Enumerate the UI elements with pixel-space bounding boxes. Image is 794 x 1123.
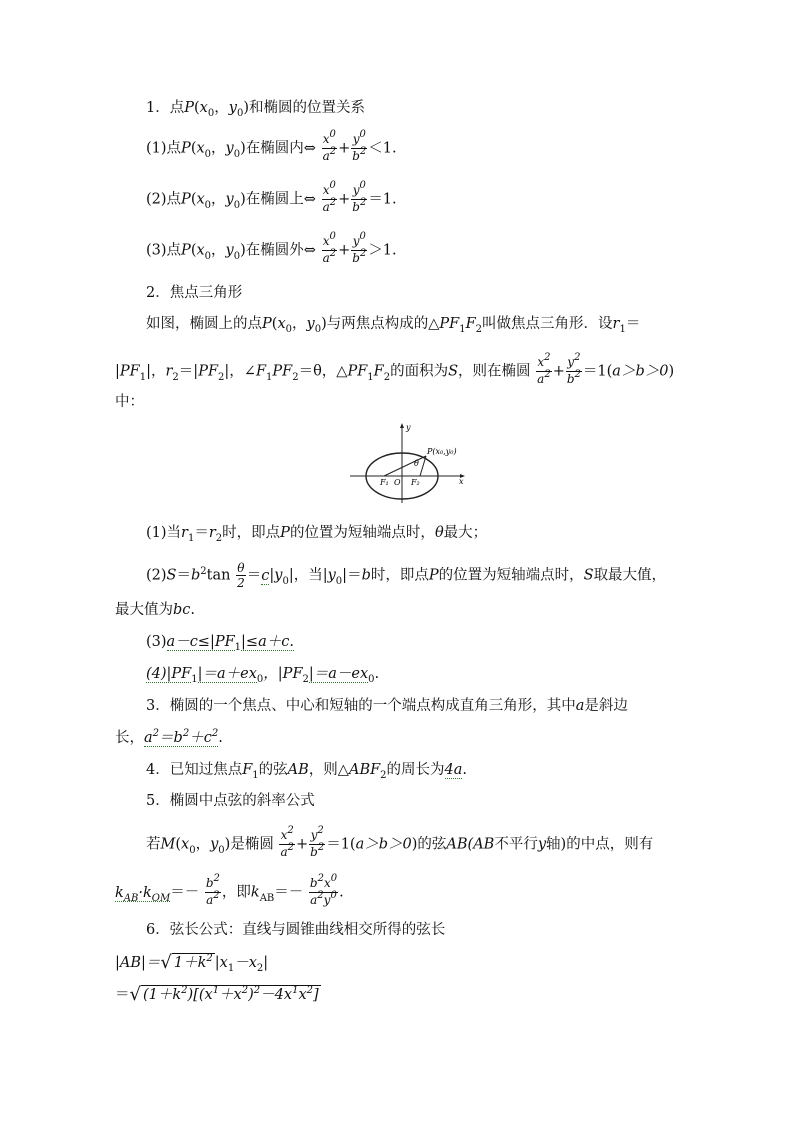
chord-length-1: |AB|＝√ $1+k^2$ $|x_1-x_2|$ [115, 952, 269, 974]
item-5-line: 若$M(x_0$，$y_0$)是椭圆 $\frac{x^2}{a^2}$ + $\frac{y^2}{b^2}$ ＝1(a＞b＞0)的弦AB(AB不平行y轴)的中点，则有 [146, 825, 654, 859]
focal-line-2 [420, 456, 426, 476]
fraction: $\frac{x^2}{a^2}$ [280, 825, 294, 859]
ellipse-diagram [345, 418, 475, 508]
paragraph-focal-triangle: 如图，椭圆上的点$P(x_0$，$y_0$)与两焦点构成的$\triangle PF_1F_2$叫做焦点三角形．设$r_1=$ [146, 316, 641, 335]
y-axis-arrow [400, 423, 404, 428]
f1-label: F₁ [380, 478, 389, 487]
property-1: (1)当$r_1=r_2$时，即点P的位置为短轴端点时，θ最大； [146, 525, 488, 544]
heading-5: 5．椭圆中点弦的斜率公式 [146, 793, 315, 809]
item-4: 4．已知过焦点$F_1$的弦AB，则$\triangle ABF_2$的周长为4a. [146, 762, 468, 781]
chord-length-2: ＝√ $(1+k^2)[(x^1+x^2)^2-4x^1x^2]$ [115, 984, 319, 1005]
paragraph-focal-triangle-2: $|PF_1|$，$r_2=|PF_2|$，$\angle F_1PF_2=\theta$，$\triangle PF_1F_2$的面积为S，则在椭圆 $\frac{x^2}{a^2}$ + $\frac{y^2}{b^2}$ ＝1(a＞b＞0) [115, 352, 675, 386]
item-3-cont: 长，$a^2=b^2+c^2$. [115, 728, 223, 746]
condition-outside: (3)点$P(x_0$，$y_0$)在椭圆外⇔ $\frac{x^0}{a^2}$ + $\frac{y^0}{b^2}$ ＞1. [146, 231, 397, 265]
fraction: $\frac{b^2}{a^2}$ [205, 873, 220, 907]
heading-1: 1．点$P(x_0$，$y_0$)和椭圆的位置关系 [146, 100, 365, 119]
heading-2: 2．焦点三角形 [146, 285, 243, 301]
fraction: $\frac{x^2}{a^2}$ [537, 352, 551, 386]
origin-label: O [394, 478, 401, 487]
paragraph-focal-triangle-3: 中： [115, 394, 144, 410]
property-2-cont: 最大值为bc. [115, 602, 196, 618]
fraction: $\frac{y^0}{b^2}$ [352, 231, 367, 265]
property-3: $(3)a-c\le|PF_1|\le a+c$. [146, 634, 294, 653]
fraction: $\frac{\theta}{2}$ [237, 561, 245, 590]
condition-inside: (1)点$P(x_0$，$y_0$)在椭圆内⇔ $\frac{x^0}{a^2}$ + $\frac{y^0}{b^2}$ ＜1. [146, 129, 397, 163]
fraction: $\frac{x^0}{a^2}$ [322, 231, 337, 265]
x-label: x [459, 477, 464, 486]
f2-label: F₂ [411, 478, 420, 487]
fraction: $\frac{b^2x^0}{a^2y^0}$ [309, 873, 338, 907]
item-5-formula: $k_{AB}\cdot k_{OM}=-$ $\frac{b^2}{a^2}$ ，即$k_{AB}=-$ $\frac{b^2x^0}{a^2y^0}$ . [115, 873, 344, 907]
fraction: $\frac{y^2}{b^2}$ [566, 352, 581, 386]
fraction: $\frac{x^0}{a^2}$ [322, 180, 337, 214]
fraction: $\frac{y^0}{b^2}$ [352, 180, 367, 214]
point-p-label: P(x₀,y₀) [427, 447, 457, 456]
fraction: $\frac{y^0}{b^2}$ [352, 129, 367, 163]
item-3: 3．椭圆的一个焦点、中心和短轴的一个端点构成直角三角形，其中a是斜边 [146, 698, 628, 714]
fraction: $\frac{x^0}{a^2}$ [322, 129, 337, 163]
fraction: $\frac{y^2}{b^2}$ [310, 825, 325, 859]
property-4: $(4)|PF_1|=a+ex_0$，$|PF_2|=a-ex_0$. [146, 666, 380, 685]
property-2: $(2)S=b^2\tan$ $\frac{\theta}{2}$ $=c|y_0|$，当$|y_0|=b$时，即点P的位置为短轴端点时，S取最大值， [146, 561, 667, 590]
y-label: y [406, 423, 411, 432]
theta-label: θ [414, 459, 419, 468]
condition-on: (2)点$P(x_0$，$y_0$)在椭圆上⇔ $\frac{x^0}{a^2}$ + $\frac{y^0}{b^2}$ ＝1. [146, 180, 397, 214]
focal-line-1 [384, 456, 426, 476]
heading-6: 6．弦长公式：直线与圆锥曲线相交所得的弦长 [146, 922, 446, 938]
